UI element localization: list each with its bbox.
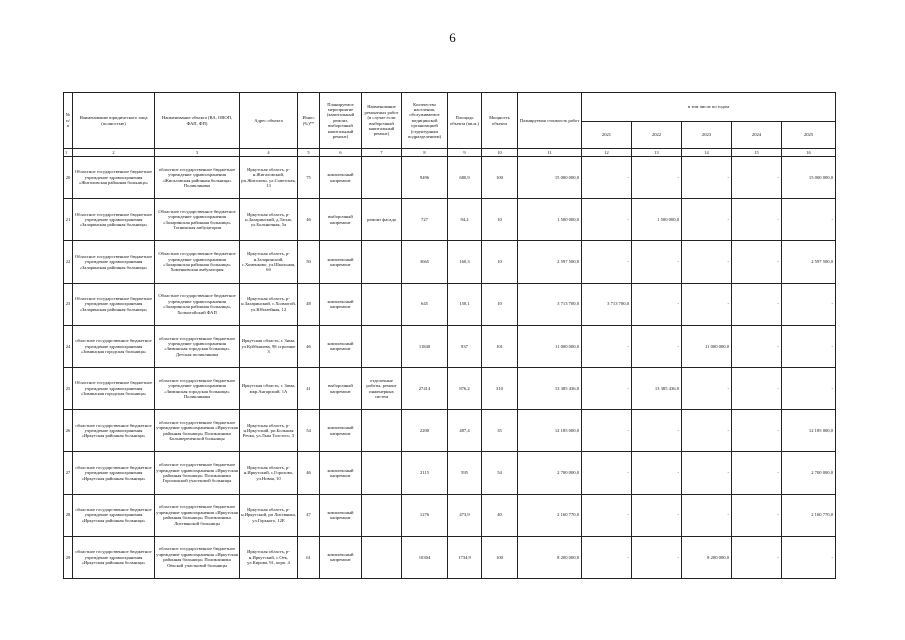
wear-cell: 54	[298, 410, 320, 452]
row-number: 28	[64, 494, 73, 536]
facility-cell: Областное государственное бюджетное учреждение здравоохранения «Заларинская районная больница» Холмогойский ФАП	[155, 283, 240, 325]
year-2022-cell: -	[632, 283, 682, 325]
year-2025-cell: 2 700 000,0	[782, 452, 836, 494]
capacity-cell: 10	[482, 241, 518, 283]
address-cell: Иркутская область, р-н.Иркутский, с.Оек, ул.Кирова, 91, корп. 4	[240, 536, 298, 578]
year-2023-cell: 11 000 000,0	[682, 325, 732, 367]
column-number: 10	[482, 149, 518, 157]
column-number: 16	[782, 149, 836, 157]
population-cell: 3665	[402, 241, 448, 283]
header-legal-entity: Наименование юридического лица (полностью)	[73, 93, 155, 149]
year-2021-cell: -	[582, 494, 632, 536]
cost-cell: 2 160 770,0	[518, 494, 582, 536]
column-number: 2	[73, 149, 155, 157]
population-cell: 9496	[402, 157, 448, 199]
repair-works-cell	[362, 283, 402, 325]
address-cell: Иркутская область, р-н.Иркутский, рп.Большая Речка, ул.Льва Толстого, 3	[240, 410, 298, 452]
column-number: 6	[320, 149, 362, 157]
area-cell: 680,9	[448, 157, 482, 199]
year-2022-cell: 13 385 436,0	[632, 367, 682, 409]
capacity-cell: 100	[482, 536, 518, 578]
address-cell: Иркутская область, г. Зима, ул.Куйбышева, 98 строение 3	[240, 325, 298, 367]
year-2023-cell: -	[682, 410, 732, 452]
area-cell: 150,1	[448, 283, 482, 325]
address-cell: Иркутская область, р-н.Иркутский, рп Листвянка, ул.Горького, 12Е	[240, 494, 298, 536]
planned-measure-cell: комплексный капремонт	[320, 494, 362, 536]
header-area: Площадь объекта (кв.м.)	[448, 93, 482, 149]
planned-measure-cell: комплексный капремонт	[320, 157, 362, 199]
year-2024-cell: -	[732, 494, 782, 536]
year-2023-cell: -	[682, 241, 732, 283]
address-cell: Иркутская область, р-н.Заларинский, с.Хоменково, ул.Школьная, 6б	[240, 241, 298, 283]
table-row	[64, 452, 836, 494]
cost-cell: 2 700 000,0	[518, 452, 582, 494]
legal-entity-cell: областное государственное бюджетное учреждение здравоохранения «Зиминская городская больница»	[73, 325, 155, 367]
legal-entity-cell: Областное государственное бюджетное учреждение здравоохранения «Заларинская районная больница»	[73, 241, 155, 283]
header-capacity: Мощность объекта	[482, 93, 518, 149]
column-number: 1	[64, 149, 73, 157]
wear-cell: 46	[298, 452, 320, 494]
wear-cell: 46	[298, 325, 320, 367]
area-cell: 94,2	[448, 199, 482, 241]
repair-works-cell	[362, 325, 402, 367]
year-2023-cell: -	[682, 199, 732, 241]
column-number: 11	[518, 149, 582, 157]
year-2024-cell: -	[732, 536, 782, 578]
cost-cell: 13 385 436,0	[518, 367, 582, 409]
table-row	[64, 410, 836, 452]
capacity-cell: 100	[482, 157, 518, 199]
wear-cell: 46	[298, 199, 320, 241]
page-number: 6	[449, 30, 456, 45]
row-number: 26	[64, 410, 73, 452]
planned-measure-cell: выборочный капремонт	[320, 367, 362, 409]
wear-cell: 75	[298, 157, 320, 199]
planned-measure-cell: комплексный капремонт	[320, 241, 362, 283]
header-facility: Наименование объекта (ВА, ОВОП, ФАП, ФП)	[155, 93, 240, 149]
facility-cell: Областное государственное бюджетное учреждение здравоохранения «Заларинская районная больница» Хоменковская амбулатория	[155, 241, 240, 283]
repair-works-cell	[362, 410, 402, 452]
year-2023-cell: -	[682, 367, 732, 409]
area-cell: 1734,9	[448, 536, 482, 578]
header-year: 2025	[782, 122, 836, 149]
header-address: Адрес объекта	[240, 93, 298, 149]
year-2025-cell: 2 160 770,0	[782, 494, 836, 536]
year-2024-cell: -	[732, 199, 782, 241]
wear-cell: 61	[298, 536, 320, 578]
repair-works-cell	[362, 452, 402, 494]
population-cell: 2200	[402, 410, 448, 452]
year-2021-cell: -	[582, 241, 632, 283]
column-number: 12	[582, 149, 632, 157]
area-cell: 160,3	[448, 241, 482, 283]
year-2021-cell: -	[582, 452, 632, 494]
column-number: 15	[732, 149, 782, 157]
table-row	[64, 367, 836, 409]
capacity-cell: 10	[482, 199, 518, 241]
column-number: 7	[362, 149, 402, 157]
legal-entity-cell: Областное государственное бюджетное учреждение здравоохранения «Заларинская районная больница»	[73, 283, 155, 325]
facility-cell: областное государственное бюджетное учреждение здравоохранения «Жигаловская районная больница» Поликлиника	[155, 157, 240, 199]
year-2023-cell: 8 200 000,0	[682, 536, 732, 578]
wear-cell: 50	[298, 241, 320, 283]
header-planned-measure: Планируемое мероприятие (капитальный ремонт, выборочный капитальный ремонт)	[320, 93, 362, 149]
capacity-cell: 54	[482, 452, 518, 494]
header-year: 2024	[732, 122, 782, 149]
population-cell: 10304	[402, 536, 448, 578]
facility-cell: областное государственное бюджетное учреждение здравоохранения «Иркутская районная больница» Поликлиника Большереченской больницы	[155, 410, 240, 452]
capacity-cell: 101	[482, 325, 518, 367]
population-cell: 2115	[402, 452, 448, 494]
table-row	[64, 241, 836, 283]
repair-works-cell	[362, 494, 402, 536]
year-2021-cell: -	[582, 199, 632, 241]
header-row	[64, 93, 836, 122]
year-2025-cell: -	[782, 536, 836, 578]
header-cost: Планируемая стоимость работ	[518, 93, 582, 149]
legal-entity-cell: областное государственное бюджетное учреждение здравоохранения «Иркутская районная больница»	[73, 494, 155, 536]
table-row	[64, 494, 836, 536]
column-number-row	[64, 149, 836, 157]
cost-cell: 1 500 000,0	[518, 199, 582, 241]
legal-entity-cell: Областное государственное бюджетное учреждение здравоохранения «Заларинская районная больница»	[73, 199, 155, 241]
row-number: 27	[64, 452, 73, 494]
row-number: 25	[64, 367, 73, 409]
address-cell: Иркутская область, р-н.Жигаловский, рп.Жигалово, ул.Советская, 13	[240, 157, 298, 199]
planned-measure-cell: комплексный капремонт	[320, 410, 362, 452]
cost-cell: 3 713 700,0	[518, 283, 582, 325]
repair-works-cell: ремонт фасада	[362, 199, 402, 241]
row-number: 20	[64, 157, 73, 199]
population-cell: 727	[402, 199, 448, 241]
year-2025-cell: -	[782, 283, 836, 325]
address-cell: Иркутская область, г. Зима, мкр.Ангарский, 1А	[240, 367, 298, 409]
year-2022-cell: -	[632, 325, 682, 367]
wear-cell: 47	[298, 494, 320, 536]
facility-cell: областное государственное бюджетное учреждение здравоохранения «Зиминская городская больница» Поликлиника	[155, 367, 240, 409]
year-2024-cell: -	[732, 367, 782, 409]
column-number: 4	[240, 149, 298, 157]
table-row	[64, 325, 836, 367]
legal-entity-cell: Областное государственное бюджетное учреждение здравоохранения «Жигаловская районная больница»	[73, 157, 155, 199]
capacity-cell: 10	[482, 283, 518, 325]
capacity-cell: 40	[482, 494, 518, 536]
area-cell: 595	[448, 452, 482, 494]
year-2023-cell: -	[682, 157, 732, 199]
area-cell: 876,2	[448, 367, 482, 409]
table-row	[64, 199, 836, 241]
cost-cell: 8 200 000,0	[518, 536, 582, 578]
year-2024-cell: -	[732, 325, 782, 367]
repair-works-cell	[362, 157, 402, 199]
header-year: 2022	[632, 122, 682, 149]
column-number: 3	[155, 149, 240, 157]
wear-cell: 41	[298, 367, 320, 409]
year-2025-cell: -	[782, 325, 836, 367]
column-number: 14	[682, 149, 732, 157]
year-2025-cell: 12 185 000,0	[782, 410, 836, 452]
planned-measure-cell: комплексный капремонт	[320, 283, 362, 325]
facility-cell: областное государственное бюджетное учреждение здравоохранения «Зиминская городская больница» Детская поликлиника	[155, 325, 240, 367]
year-2022-cell: 1 500 000,0	[632, 199, 682, 241]
year-2025-cell: -	[782, 199, 836, 241]
year-2025-cell: 15 000 000,0	[782, 157, 836, 199]
facility-cell: областное государственное бюджетное учреждение здравоохранения «Иркутская районная больница» Поликлиника Горохинской участковой больницы	[155, 452, 240, 494]
column-number: 13	[632, 149, 682, 157]
year-2022-cell: -	[632, 241, 682, 283]
row-number: 24	[64, 325, 73, 367]
repair-works-cell	[362, 241, 402, 283]
header-population: Количество населения, обслуживаемое медицинской организацией (структурным подразделением)	[402, 93, 448, 149]
year-2024-cell: -	[732, 283, 782, 325]
table-row	[64, 283, 836, 325]
area-cell: 487,4	[448, 410, 482, 452]
year-2022-cell: -	[632, 157, 682, 199]
population-cell: 1276	[402, 494, 448, 536]
address-cell: Иркутская область, р-н.Заларинский, д.Тагна, ул.Больничная, 5а	[240, 199, 298, 241]
row-number: 22	[64, 241, 73, 283]
planned-measure-cell: комплексный капремонт	[320, 452, 362, 494]
column-number: 8	[402, 149, 448, 157]
cost-cell: 15 000 000,0	[518, 157, 582, 199]
year-2025-cell: -	[782, 367, 836, 409]
area-cell: 473,9	[448, 494, 482, 536]
header-repair-works: Наименование ремонтных работ (в случае если выборочный капитальный ремонт)	[362, 93, 402, 149]
year-2022-cell: -	[632, 410, 682, 452]
year-2024-cell: -	[732, 452, 782, 494]
population-cell: 27414	[402, 367, 448, 409]
header-year: 2023	[682, 122, 732, 149]
year-2023-cell: -	[682, 494, 732, 536]
repair-works-cell: отделочные работы, ремонт инженерных систем	[362, 367, 402, 409]
year-2022-cell: -	[632, 452, 682, 494]
header-num: № п/п	[64, 93, 73, 149]
year-2022-cell: -	[632, 494, 682, 536]
year-2021-cell: -	[582, 157, 632, 199]
year-2021-cell: -	[582, 325, 632, 367]
table-row	[64, 157, 836, 199]
year-2023-cell: -	[682, 452, 732, 494]
legal-entity-cell: областное государственное бюджетное учреждение здравоохранения «Иркутская районная больница»	[73, 536, 155, 578]
population-cell: 645	[402, 283, 448, 325]
facility-cell: областное государственное бюджетное учреждение здравоохранения «Иркутская районная больница» Поликлиника Листвянской больницы	[155, 494, 240, 536]
row-number: 21	[64, 199, 73, 241]
year-2022-cell: -	[632, 536, 682, 578]
header-wear: Износ (%)**	[298, 93, 320, 149]
year-2021-cell: -	[582, 367, 632, 409]
facility-cell: Областное государственное бюджетное учреждение здравоохранения «Заларинская районная больница» Тагнинская амбулатория	[155, 199, 240, 241]
year-2021-cell: -	[582, 536, 632, 578]
row-number: 23	[64, 283, 73, 325]
year-2024-cell: -	[732, 241, 782, 283]
column-number: 9	[448, 149, 482, 157]
planned-measure-cell: выборочный капремонт	[320, 199, 362, 241]
legal-entity-cell: Областное государственное бюджетное учреждение здравоохранения «Зиминская городская больница»	[73, 367, 155, 409]
header-year: 2021	[582, 122, 632, 149]
repair-plan-table	[63, 92, 836, 579]
facility-cell: областное государственное бюджетное учреждение здравоохранения «Иркутская районная больница» Поликлиника Оёкской участковой больницы	[155, 536, 240, 578]
year-2025-cell: 2 597 500,0	[782, 241, 836, 283]
legal-entity-cell: областное государственное бюджетное учреждение здравоохранения «Иркутская районная больница»	[73, 452, 155, 494]
address-cell: Иркутская область, р-н.Иркутский, с.Горохово, ул.Новая, 10	[240, 452, 298, 494]
population-cell: 11840	[402, 325, 448, 367]
repair-works-cell	[362, 536, 402, 578]
table-body	[64, 157, 836, 579]
table-row	[64, 536, 836, 578]
header-by-years: в том числе по годам	[582, 93, 836, 122]
legal-entity-cell: областное государственное бюджетное учреждение здравоохранения «Иркутская районная больница»	[73, 410, 155, 452]
planned-measure-cell: комплексный капремонт	[320, 325, 362, 367]
column-number: 5	[298, 149, 320, 157]
cost-cell: 12 185 000,0	[518, 410, 582, 452]
cost-cell: 11 000 000,0	[518, 325, 582, 367]
year-2021-cell: -	[582, 410, 632, 452]
year-2021-cell: 3 713 700,0	[582, 283, 632, 325]
year-2023-cell: -	[682, 283, 732, 325]
year-2024-cell: -	[732, 157, 782, 199]
address-cell: Иркутская область, р-н.Заларинский, с.Холмогой, ул.Юбилейная, 12	[240, 283, 298, 325]
wear-cell: 48	[298, 283, 320, 325]
capacity-cell: 35	[482, 410, 518, 452]
cost-cell: 2 597 500,0	[518, 241, 582, 283]
area-cell: 937	[448, 325, 482, 367]
planned-measure-cell: комплексный капремонт	[320, 536, 362, 578]
year-2024-cell: -	[732, 410, 782, 452]
row-number: 29	[64, 536, 73, 578]
capacity-cell: 310	[482, 367, 518, 409]
